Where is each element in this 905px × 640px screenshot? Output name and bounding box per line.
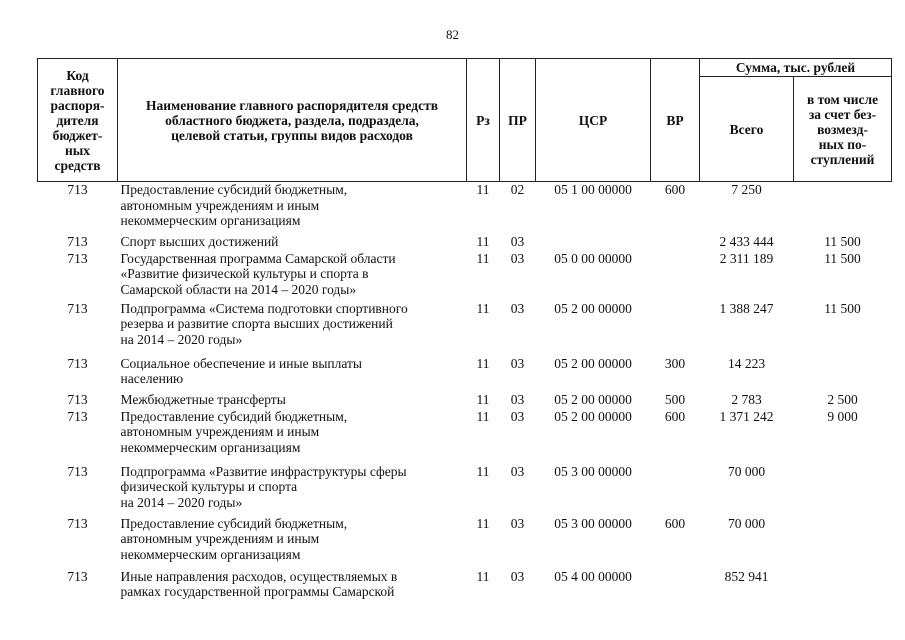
cell-total: 70 000 <box>727 463 766 479</box>
cell-vr <box>651 569 700 603</box>
cell-total: 1 388 247 <box>719 300 774 316</box>
cell-name <box>118 251 467 301</box>
cell-tsr: 05 2 00 00000 <box>554 355 632 371</box>
cell-tsr: 05 3 00 00000 <box>554 515 632 531</box>
cell-name-line: Социальное обеспечение и иные выплаты <box>120 355 362 371</box>
header-code <box>38 59 118 182</box>
cell-tsr: 05 2 00 00000 <box>554 391 632 407</box>
cell-pr: 03 <box>510 233 525 249</box>
cell-rz: 11 <box>476 408 490 424</box>
cell-code: 713 <box>67 233 88 249</box>
cell-free: 11 500 <box>824 250 861 266</box>
cell-rz: 11 <box>476 250 490 266</box>
header-name-line: Наименование главного распорядителя средств <box>145 97 438 113</box>
cell-name-line: физической культуры и спорта <box>120 479 298 494</box>
cell-name-line: «Развитие физической культуры и спорта в <box>120 266 369 281</box>
cell-rz: 11 <box>476 391 490 407</box>
cell-name-line: некоммерческим организациям <box>120 213 301 228</box>
cell-free: 11 500 <box>824 233 861 249</box>
table-body <box>38 182 892 603</box>
header-free-line: в том числе <box>806 91 879 107</box>
cell-name-line: населению <box>120 371 184 386</box>
cell-name-line: на 2014 – 2020 годы» <box>120 331 243 347</box>
cell-tsr: 05 3 00 00000 <box>554 463 632 479</box>
cell-name-line: Государственная программа Самарской области <box>120 250 396 266</box>
cell-pr: 03 <box>510 515 525 531</box>
cell-name <box>118 356 467 392</box>
cell-total: 70 000 <box>727 515 766 531</box>
cell-name <box>118 301 467 356</box>
cell-name-line: автономным учреждениям и иным <box>120 424 320 439</box>
cell-name <box>118 182 467 234</box>
header-free-line: ступлений <box>810 151 875 167</box>
header-code-line: бюджет- <box>52 127 103 143</box>
cell-free: 11 500 <box>824 300 861 316</box>
header-rz: Рз <box>467 59 500 182</box>
cell-vr: 600 <box>664 408 686 424</box>
header-code-line: главного <box>50 82 105 98</box>
cell-tsr: 05 2 00 00000 <box>554 300 632 316</box>
cell-name <box>118 234 467 251</box>
cell-pr: 03 <box>510 300 525 316</box>
cell-name-line: Спорт высших достижений <box>120 233 279 249</box>
cell-total: 2 433 444 <box>719 233 774 249</box>
cell-vr: 600 <box>664 515 686 531</box>
table-row <box>38 392 892 409</box>
cell-code: 713 <box>67 300 88 316</box>
cell-name <box>118 409 467 464</box>
cell-name-line: Предоставление субсидий бюджетным, <box>120 515 348 531</box>
cell-rz: 11 <box>476 568 490 584</box>
header-code-line: дителя <box>56 112 99 128</box>
cell-code: 713 <box>67 515 88 531</box>
cell-tsr <box>536 234 651 251</box>
cell-total: 14 223 <box>727 355 766 371</box>
page-number: 82 <box>446 27 459 42</box>
cell-code: 713 <box>67 463 88 479</box>
table-row <box>38 301 892 356</box>
cell-rz: 11 <box>476 515 490 531</box>
header-code-line: ных <box>64 142 91 158</box>
cell-tsr: 05 4 00 00000 <box>554 568 632 584</box>
cell-code: 713 <box>67 391 88 407</box>
cell-code: 713 <box>67 568 88 584</box>
cell-name-line: автономным учреждениям и иным <box>120 197 320 213</box>
cell-free <box>794 356 892 392</box>
cell-total: 7 250 <box>731 182 762 197</box>
cell-name-line: Подпрограмма «Система подготовки спортивного <box>120 300 408 316</box>
header-name-line: целевой статьи, группы видов расходов <box>171 127 413 143</box>
cell-name-line: резерва и развитие спорта высших достижений <box>120 316 393 331</box>
cell-tsr: 05 0 00 00000 <box>554 250 632 266</box>
cell-pr: 03 <box>510 463 525 479</box>
cell-name-line: Самарской области на 2014 – 2020 годы» <box>120 281 357 297</box>
header-tsr: ЦСР <box>536 59 651 182</box>
table-row <box>38 182 892 234</box>
cell-tsr: 05 1 00 00000 <box>554 182 632 197</box>
cell-name-line: Межбюджетные трансферты <box>120 391 286 407</box>
table-row <box>38 234 892 251</box>
cell-name-line: некоммерческим организациям <box>120 546 301 562</box>
cell-total: 2 311 189 <box>719 250 774 266</box>
header-total: Всего <box>700 77 794 182</box>
cell-tsr: 05 2 00 00000 <box>554 408 632 424</box>
cell-vr <box>651 301 700 356</box>
cell-name-line: автономным учреждениям и иным <box>120 531 320 546</box>
cell-name-line: Подпрограмма «Развитие инфраструктуры сферы <box>120 463 407 479</box>
cell-rz: 11 <box>476 355 490 371</box>
table-row <box>38 251 892 301</box>
cell-free <box>794 464 892 516</box>
cell-vr <box>651 234 700 251</box>
table-header <box>38 59 892 182</box>
header-code-line: Код <box>66 67 89 83</box>
cell-free <box>794 569 892 603</box>
cell-name-line: Предоставление субсидий бюджетным, <box>120 408 348 424</box>
header-name <box>118 59 467 182</box>
cell-pr: 03 <box>510 355 525 371</box>
header-pr: ПР <box>500 59 536 182</box>
header-code-line: средств <box>54 157 101 173</box>
header-code-line: распоря- <box>50 97 105 113</box>
cell-vr: 300 <box>664 355 686 371</box>
cell-pr: 02 <box>510 182 525 197</box>
cell-vr: 500 <box>664 391 686 407</box>
cell-rz: 11 <box>476 182 490 197</box>
cell-vr <box>651 464 700 516</box>
cell-name-line: Предоставление субсидий бюджетным, <box>120 182 348 197</box>
cell-name <box>118 464 467 516</box>
table-row <box>38 356 892 392</box>
table-row <box>38 409 892 464</box>
cell-pr: 03 <box>510 391 525 407</box>
cell-pr: 03 <box>510 568 525 584</box>
header-free-line: ных по- <box>818 136 867 152</box>
cell-rz: 11 <box>476 463 490 479</box>
cell-name-line: рамках государственной программы Самарской <box>120 584 395 599</box>
cell-total: 1 371 242 <box>719 408 774 424</box>
table-row <box>38 516 892 569</box>
header-free-line: возмезд- <box>817 121 868 137</box>
header-name-line: областного бюджета, раздела, подраздела, <box>165 112 419 128</box>
cell-name <box>118 392 467 409</box>
cell-name <box>118 516 467 569</box>
cell-rz: 11 <box>476 300 490 316</box>
cell-total: 2 783 <box>731 391 762 407</box>
cell-total: 852 941 <box>724 568 769 584</box>
cell-name-line: некоммерческим организациям <box>120 439 301 455</box>
cell-vr <box>651 251 700 301</box>
cell-pr: 03 <box>510 408 525 424</box>
cell-name <box>118 569 467 603</box>
cell-name-line: Иные направления расходов, осуществляемых в <box>120 568 398 584</box>
header-free <box>794 77 892 182</box>
header-vr: ВР <box>651 59 700 182</box>
cell-free <box>794 182 892 234</box>
cell-code: 713 <box>67 182 88 197</box>
table-row <box>38 569 892 603</box>
cell-free <box>794 516 892 569</box>
cell-vr: 600 <box>664 182 686 197</box>
cell-free: 2 500 <box>827 391 858 407</box>
header-sum: Сумма, тыс. рублей <box>700 59 892 77</box>
cell-code: 713 <box>67 408 88 424</box>
cell-pr: 03 <box>510 250 525 266</box>
budget-table <box>37 58 892 603</box>
cell-free: 9 000 <box>827 408 858 424</box>
table-row <box>38 464 892 516</box>
cell-name-line: на 2014 – 2020 годы» <box>120 494 243 510</box>
cell-code: 713 <box>67 355 88 371</box>
cell-rz: 11 <box>476 233 490 249</box>
header-free-line: за счет без- <box>808 106 877 122</box>
cell-code: 713 <box>67 250 88 266</box>
